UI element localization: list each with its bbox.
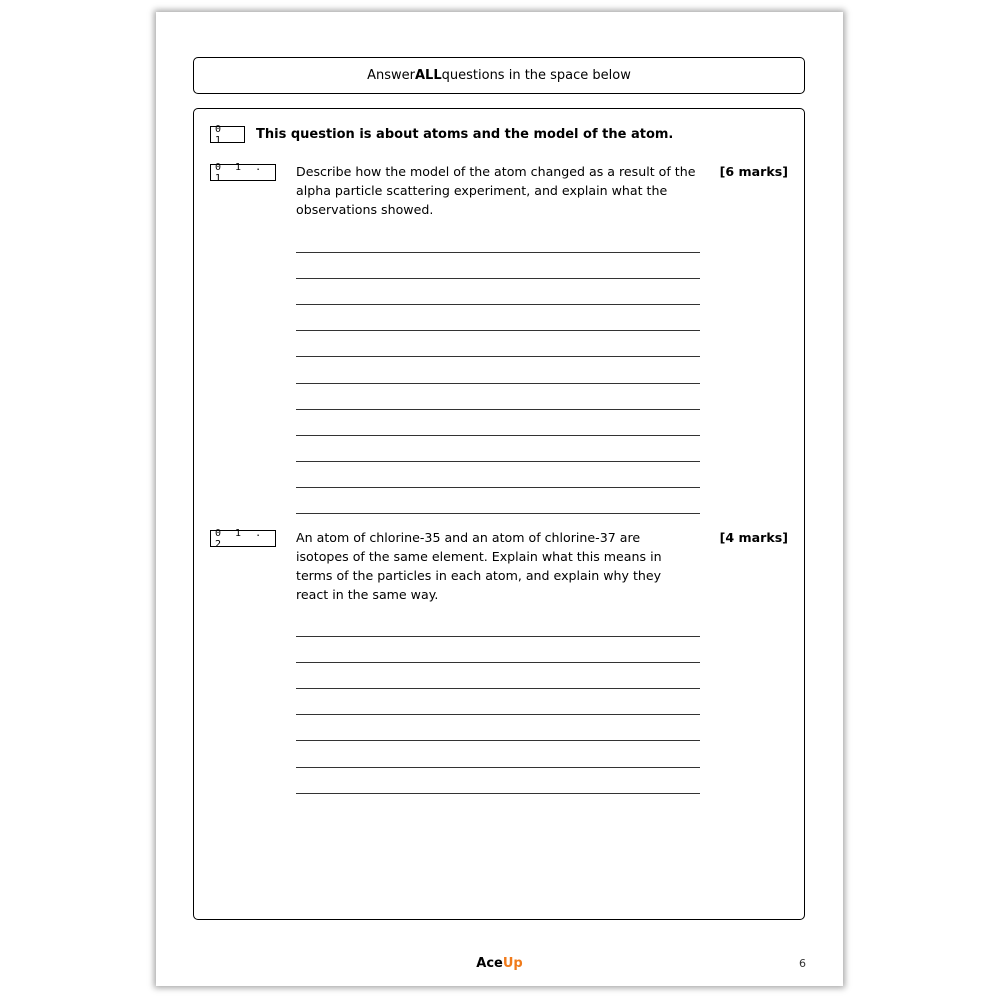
question-number-box: 0 1 bbox=[210, 126, 245, 143]
answer-line[interactable] bbox=[296, 767, 700, 768]
question-panel bbox=[193, 108, 805, 920]
answer-line[interactable] bbox=[296, 409, 700, 410]
question-title: This question is about atoms and the model of the atom. bbox=[256, 127, 674, 142]
answer-line[interactable] bbox=[296, 278, 700, 279]
answer-line[interactable] bbox=[296, 793, 700, 794]
answer-line[interactable] bbox=[296, 461, 700, 462]
answer-line[interactable] bbox=[296, 714, 700, 715]
instruction-suffix: questions in the space below bbox=[441, 68, 631, 83]
instruction-banner bbox=[193, 57, 805, 94]
answer-line[interactable] bbox=[296, 330, 700, 331]
part-marks: [6 marks] bbox=[719, 164, 788, 179]
page-number: 6 bbox=[799, 957, 806, 970]
instruction-prefix: Answer bbox=[367, 68, 415, 83]
answer-line[interactable] bbox=[296, 383, 700, 384]
logo-text-up: Up bbox=[502, 956, 523, 971]
part-number-box: 0 1 . 1 bbox=[210, 164, 276, 181]
answer-line[interactable] bbox=[296, 356, 700, 357]
answer-line[interactable] bbox=[296, 740, 700, 741]
answer-line[interactable] bbox=[296, 435, 700, 436]
exam-page bbox=[156, 12, 843, 986]
part-question-text: Describe how the model of the atom changed as a result of the alpha particle scattering experiment, and explain what the observations showed. bbox=[296, 164, 696, 217]
instruction-emphasis: ALL bbox=[415, 68, 442, 83]
answer-line[interactable] bbox=[296, 252, 700, 253]
part-number-box: 0 1 . 2 bbox=[210, 530, 276, 547]
answer-line[interactable] bbox=[296, 688, 700, 689]
answer-line[interactable] bbox=[296, 662, 700, 663]
answer-line[interactable] bbox=[296, 636, 700, 637]
part-marks: [4 marks] bbox=[719, 530, 788, 545]
answer-line[interactable] bbox=[296, 513, 700, 514]
aceup-logo bbox=[156, 956, 843, 971]
logo-text-ace: Ace bbox=[476, 956, 503, 971]
answer-line[interactable] bbox=[296, 304, 700, 305]
part-question-text: An atom of chlorine-35 and an atom of chlorine-37 are isotopes of the same element. Explain what this means in terms of the particles in each atom, and explain why they react in the same way. bbox=[296, 530, 662, 602]
answer-line[interactable] bbox=[296, 487, 700, 488]
